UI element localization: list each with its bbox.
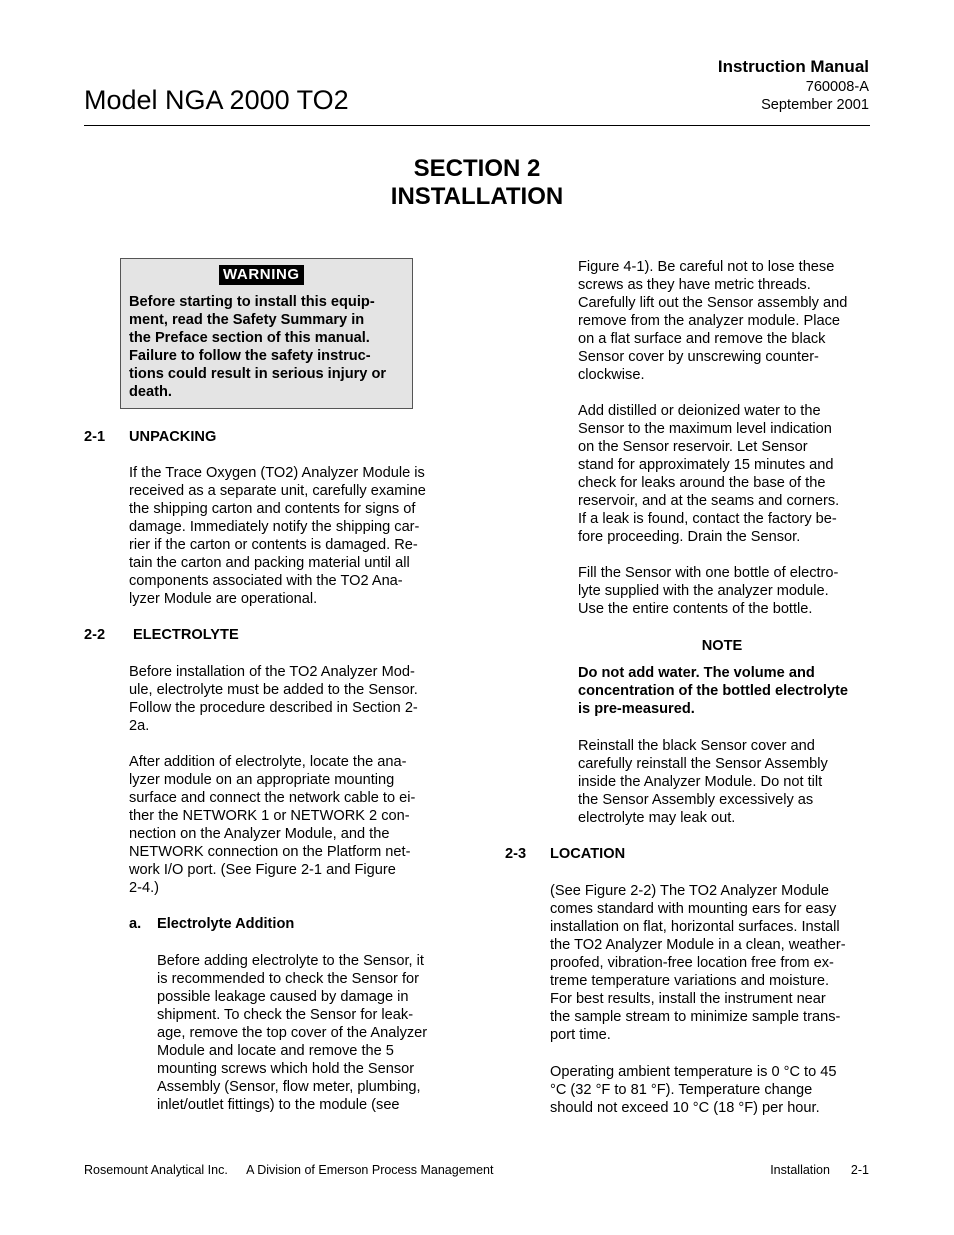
footer-division: A Division of Emerson Process Management [246,1163,494,1177]
electrolyte-addition-paragraph-1-continued: Figure 4-1). Be careful not to lose these screws as they have metric threads. Carefully lift out the Sensor assembly and remove from the analyzer module. Place on a flat surface and remove the black Sensor cover by unscrewing counter- clockwise. [578,259,848,383]
warning-label: WARNING [219,265,304,285]
unpacking-title: UNPACKING [129,429,217,445]
header-divider [84,125,870,126]
electrolyte-title: ELECTROLYTE [133,627,239,643]
footer-section-name: Installation [770,1163,830,1177]
warning-box [120,258,413,409]
electrolyte-heading [84,626,384,644]
location-title: LOCATION [550,846,626,862]
subsection-letter: a. [129,916,142,932]
section-heading [0,155,954,211]
location-heading [505,845,805,863]
section-number: SECTION 2 [413,155,541,182]
electrolyte-addition-paragraph-3: Fill the Sensor with one bottle of electro- lyte supplied with the analyzer module. Use the entire contents of the bottle. [578,565,839,617]
electrolyte-addition-heading [129,915,429,933]
note-text: Do not add water. The volume and concentration of the bottled electrolyte is pre-measured. [578,665,849,717]
document-title: Model NGA 2000 TO2 [84,85,349,115]
location-number: 2-3 [505,846,527,862]
subsection-title: Electrolyte Addition [157,916,295,932]
note-heading: NOTE [701,638,743,654]
warning-text: Before starting to install this equip- ment, read the Safety Summary in the Preface section of this manual. Failure to follow the safety instruc- tions could result in serious injury or death. [129,294,387,400]
doc-number: 760008-A [805,79,869,95]
unpacking-number: 2-1 [84,429,106,445]
electrolyte-addition-paragraph-4: Reinstall the black Sensor cover and carefully reinstall the Sensor Assembly inside the Analyzer Module. Do not tilt the Sensor Assembly excessively as electrolyte may leak out. [578,738,828,826]
manual-label: Instruction Manual [717,57,869,76]
electrolyte-number: 2-2 [84,627,106,643]
doc-date: September 2001 [761,97,869,113]
footer-company: Rosemount Analytical Inc. [84,1163,228,1177]
location-paragraph-2: Operating ambient temperature is 0 °C to 45 °C (32 °F to 81 °F). Temperature change should not exceed 10 °C (18 °F) per hour. [550,1064,837,1116]
electrolyte-addition-paragraph-1: Before adding electrolyte to the Sensor, it is recommended to check the Sensor for possible leakage caused by damage in shipment. To check the Sensor for leak- age, remove the top cover of the Analyzer Module and locate and remove the 5 mounting screws which hold the Sensor Assembly (Sensor, flow meter, plumbing, inlet/outlet fittings) to the module (see [157,953,428,1113]
electrolyte-addition-paragraph-2: Add distilled or deionized water to the Sensor to the maximum level indication on the Sensor reservoir. Let Sensor stand for approximately 15 minutes and check for leaks around the base of the reservoir, and at the seams and corners. If a leak is found, contact the factory be- fore proceeding. Drain the Sensor. [578,403,840,545]
footer-right [770,1162,869,1178]
footer-left [84,1162,493,1178]
page-number: 2-1 [850,1163,869,1177]
unpacking-paragraph: If the Trace Oxygen (TO2) Analyzer Module is received as a separate unit, carefully examine the shipping carton and contents for signs of damage. Immediately notify the shipping car- rier if the carton or contents is damaged. Re- tain the carton and packing material until all components associated with the TO2 Ana- lyzer Module are operational. [129,465,426,607]
header-info [718,56,869,114]
section-name: INSTALLATION [390,183,564,210]
electrolyte-paragraph-1: Before installation of the TO2 Analyzer Mod- ule, electrolyte must be added to the Sensor. Follow the procedure described in Section 2- 2a. [129,664,418,734]
location-paragraph-1: (See Figure 2-2) The TO2 Analyzer Module comes standard with mounting ears for easy installation on flat, horizontal surfaces. Install the TO2 Analyzer Module in a clean, weather- proofed, vibration-free location free from ex- treme temperature variations and moisture. For best results, install the instrument near the sample stream to minimize sample trans- port time. [550,883,846,1043]
unpacking-heading [84,428,384,446]
electrolyte-paragraph-2: After addition of electrolyte, locate the ana- lyzer module on an appropriate mounting surface and connect the network cable to ei- ther the NETWORK 1 or NETWORK 2 con- nection on the Analyzer Module, and the NETWORK connection on the Platform net- work I/O port. (See Figure 2-1 and Figure 2-4.) [129,754,416,896]
